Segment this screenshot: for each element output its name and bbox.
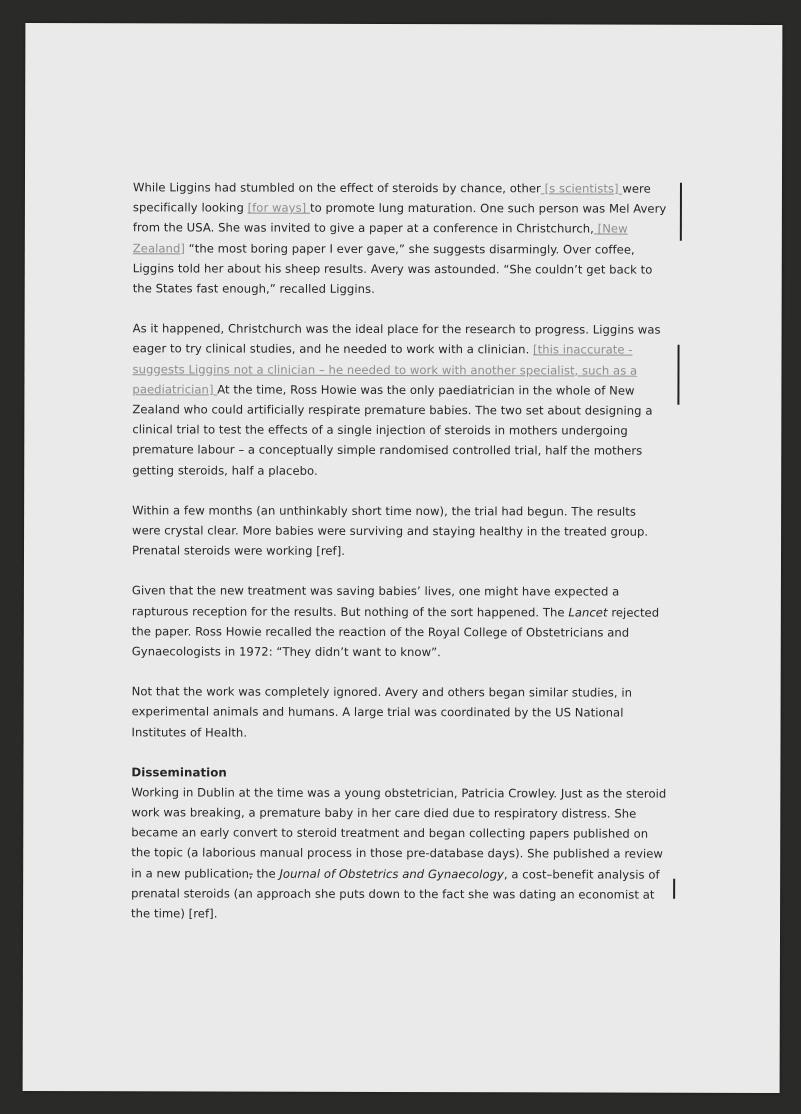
paragraph-2: As it happened, Christchurch was the ideal place for the research to progress. Liggins was eager to try clinical studies, and he needed to work with a clinician. [this inaccurate - suggests Liggins not a clinician – he needed to work with another specialist, such as a paediatrician] At the time, Ross Howie was the only paediatrician in the whole of New Zealand who could artificially respirate premature babies. The two set about designing a clinical trial to test the effects of a single injection of steroids in mothers undergoing premature labour – a conceptually simple randomised controlled trial, half the mothers getting steroids, half a placebo. (132, 321, 661, 478)
document-body (131, 177, 668, 945)
paragraph-4: Given that the new treatment was saving babies’ lives, one might have expected a rapturous reception for the results. But nothing of the sort happened. The Lancet rejected the paper. Ross Howie recalled the reaction of the Royal College of Obstetricians and Gynaecologists in 1972: “They didn’t want to know”. (131, 583, 660, 660)
paragraph-3: Within a few months (an unthinkably short time now), the trial had begun. The results were crystal clear. More babies were surviving and staying healthy in the treated group. Prenatal steroids were working [ref]. (132, 503, 649, 559)
inserted-text: [New Zealand] (132, 221, 628, 256)
inserted-text: [this inaccurate - suggests Liggins not a clinician – he needed to work with another specialist, such as a paediatrician] (132, 342, 638, 397)
document-page (23, 23, 783, 1093)
inserted-text: [s scientists] (540, 181, 623, 196)
paragraph-5: Not that the work was completely ignored. Avery and others began similar studies, in experimental animals and humans. A large trial was coordinated by the US National Institutes of Health. (131, 684, 633, 740)
inserted-text: [for ways] (247, 200, 311, 215)
paragraph-6: Working in Dublin at the time was a young obstetrician, Patricia Crowley. Just as the steroid work was breaking, a premature baby in her care died due to respiratory distress. She became an early convert to steroid treatment and began collecting papers published on the topic (a laborious manual process in those pre-database days). She published a review in a new publication, the Journal of Obstetrics and Gynaecology, a cost–benefit analysis of prenatal steroids (an approach she puts down to the fact she was dating an economist at the time) [ref]. (131, 785, 667, 921)
paragraph-1: While Liggins had stumbled on the effect of steroids by chance, other [s scientists] were specifically looking [for ways] to promote lung maturation. One such person was Mel Avery from the USA. She was invited to give a paper at a conference in Christchurch, [New Zealand] “the most boring paper I ever gave,” she suggests disarmingly. Over coffee, Liggins told her about his sheep results. Avery was astounded. “She couldn’t get back to the States fast enough,” recalled Liggins. (132, 180, 667, 296)
deleted-text: , (249, 866, 253, 881)
change-bar (673, 879, 675, 899)
change-bar (680, 183, 682, 241)
section-heading: Dissemination (131, 765, 227, 780)
change-bar (677, 345, 679, 405)
